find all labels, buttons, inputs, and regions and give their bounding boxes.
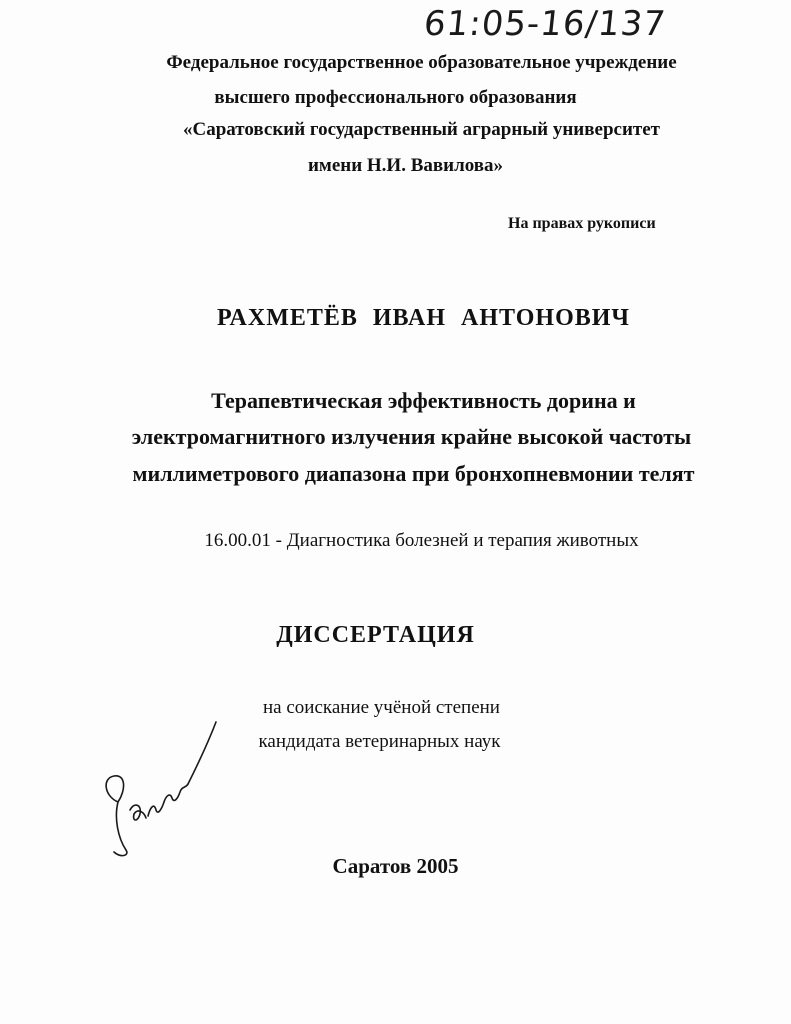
institution-line-4: имени Н.И. Вавилова» bbox=[307, 155, 504, 176]
manuscript-rights-note: На правах рукописи bbox=[508, 215, 656, 232]
handwritten-archive-code: 61:05-16/137 bbox=[421, 4, 668, 44]
thesis-title-line-3: миллиметрового диапазона при бронхопневмонии телят bbox=[132, 461, 695, 486]
specialty-code: 16.00.01 - Диагностика болезней и терапия животных bbox=[204, 530, 639, 551]
document-type-heading: ДИССЕРТАЦИЯ bbox=[276, 622, 475, 648]
degree-line-2: кандидата ветеринарных наук bbox=[258, 731, 501, 752]
handwritten-signature-icon bbox=[96, 718, 226, 868]
thesis-title-line-2: электромагнитного излучения крайне высокой частоты bbox=[131, 424, 692, 449]
author-name: РАХМЕТЁВ ИВАН АНТОНОВИЧ bbox=[216, 305, 631, 331]
city-and-year: Саратов 2005 bbox=[332, 854, 459, 878]
institution-line-3: «Саратовский государственный аграрный университет bbox=[182, 119, 660, 140]
institution-line-2: высшего профессионального образования bbox=[214, 87, 577, 108]
institution-line-1: Федеральное государственное образовательное учреждение bbox=[166, 52, 677, 73]
degree-line-1: на соискание учёной степени bbox=[263, 697, 500, 718]
thesis-title-line-1: Терапевтическая эффективность дорина и bbox=[211, 388, 636, 413]
